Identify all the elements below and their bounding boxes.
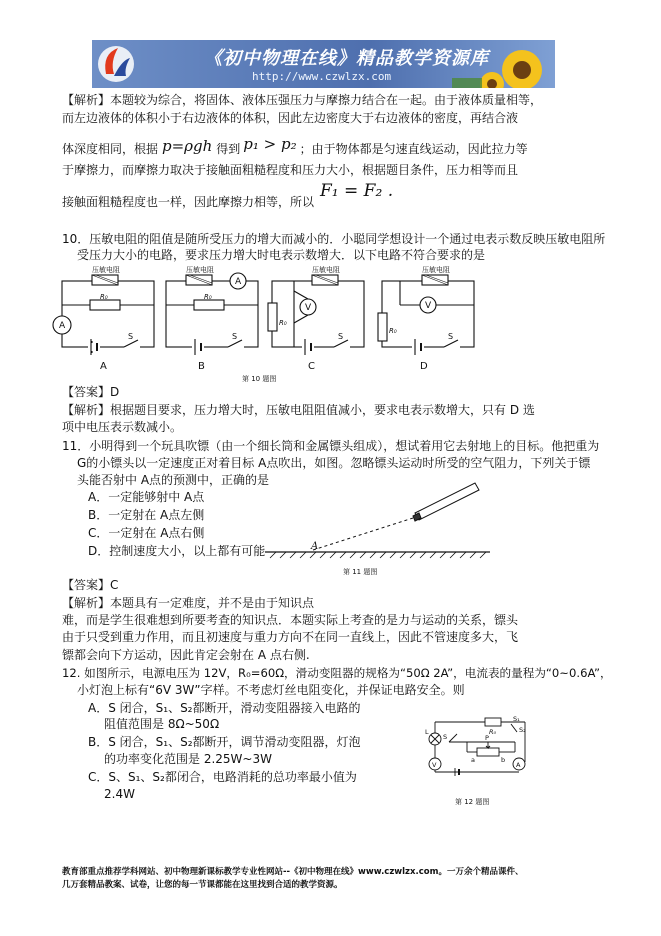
switch-label-b: S: [232, 332, 238, 341]
q10-caption: 第 10 题图: [242, 375, 277, 383]
option-label-a: A: [100, 361, 107, 372]
q11-option-d: D．控制速度大小，以上都有可能: [88, 544, 266, 558]
q11-option-a: A．一定能够射中 A点: [88, 490, 205, 504]
option-label-b: B: [198, 361, 205, 372]
meter-label-a: A: [59, 321, 66, 331]
q12-option-b-2: 的功率变化范围是 2.25W~3W: [104, 752, 272, 766]
q9-text-d: 接触面粗糙程度也一样，因此摩擦力相等，所以: [62, 195, 315, 209]
q12-option-b-1: B．S 闭合，S₁、S₂都断开，调节滑动变阻器，灯泡: [88, 735, 361, 749]
q11-option-c: C．一定射在 A点右侧: [88, 526, 205, 540]
q11-analysis-1: 【解析】本题具有一定难度，并不是由于知识点: [62, 596, 315, 610]
q9-line-1: 【解析】本题较为综合，将固体、液体压强压力与摩擦力结合在一起。由于液体质量相等，: [62, 93, 543, 107]
resistor-label-d: R₀: [389, 327, 397, 335]
site-logo: [98, 46, 134, 82]
switch-label-a: S: [128, 332, 134, 341]
formula-compare: p₁ > p₂: [243, 135, 297, 153]
footer-line-1: 教育部重点推荐学科网站、初中物理新课标教学专业性网站--《初中物理在线》www.czwlzx.com。一万余个精品课件、: [62, 867, 524, 877]
rheostat: [477, 748, 499, 756]
q12-label-l: L: [425, 728, 429, 736]
sensor-label-a: 压敏电阻: [92, 266, 120, 274]
header-banner: [92, 40, 555, 88]
q11-line-2: G的小镖头以一定速度正对着目标 A点吹出，如图。忽略镖头运动时所受的空气阻力，下列关于镖: [77, 456, 591, 470]
q11-option-b: B．一定射在 A点左侧: [88, 508, 205, 522]
q12-label-b-end: b: [501, 756, 506, 764]
q9-text-c: ；由于物体都是匀速直线运动，因此拉力等: [299, 142, 528, 156]
q9-text-b: 得到: [216, 142, 241, 156]
q9-line-3: [62, 135, 528, 156]
q9-line-4: 于摩擦力，而摩擦力取决于接触面粗糙程度和压力大小，根据题目条件，压力相等而且: [62, 163, 519, 177]
q12-figure: [425, 712, 535, 812]
banner-url[interactable]: http://www.czwlzx.com: [252, 70, 392, 83]
q10-line-2: 受压力大小的电路，要求压力增大时电表示数增大．以下电路不符合要求的是: [77, 248, 486, 262]
meter-label-c: V: [305, 303, 312, 313]
resistor-label-c: R₀: [279, 319, 287, 327]
q9-line-2: 而左边液体的体积小于右边液体的体积，因此左边密度大于右边液体的密度，再结合液: [62, 111, 519, 125]
q12-label-v: V: [432, 761, 437, 769]
q12-option-a-2: 阻值范围是 8Ω~50Ω: [104, 717, 220, 731]
q10-answer: 【答案】D: [62, 385, 120, 399]
switch-label-c: S: [338, 332, 344, 341]
meter-label-b: A: [235, 277, 242, 287]
option-label-c: C: [308, 361, 315, 372]
q11-answer: 【答案】C: [62, 578, 119, 592]
q12-label-p: P: [485, 734, 489, 742]
q12-label-s1: S₁: [513, 715, 520, 723]
circuit-c: [268, 275, 364, 355]
q10-analysis-2: 项中电压表示数减小。: [62, 420, 183, 434]
q10-figure: [50, 263, 530, 383]
q11-line-1: 11．小明得到一个玩具吹镖（由一个细长筒和金属镖头组成），想试着用它去射地上的目标。他把重为: [62, 439, 600, 453]
q12-caption: 第 12 题图: [455, 798, 490, 806]
aim-line: [313, 518, 413, 550]
blowpipe-icon: [413, 483, 479, 521]
circuit-d: [378, 275, 474, 355]
q12-label-s: S: [443, 733, 448, 741]
resistor-label-b: R₀: [204, 293, 212, 301]
ground-hatch: [270, 552, 486, 558]
q10-analysis-1: 【解析】根据题目要求，压力增大时，压敏电阻阻值减小，要求电表示数增大，只有 D 选: [62, 403, 535, 417]
sensor-label-d: 压敏电阻: [422, 266, 450, 274]
q12-option-c-2: 2.4W: [104, 787, 135, 801]
q12-label-r0: R₀: [489, 728, 497, 736]
q11-figure: [265, 478, 495, 580]
formula-pressure: p=ρgh: [162, 137, 213, 155]
option-label-d: D: [420, 361, 428, 372]
q12-option-a-1: A．S 闭合，S₁、S₂都断开，滑动变阻器接入电路的: [88, 701, 361, 715]
r0-resistor: [485, 718, 501, 726]
target-point-label: A: [311, 541, 319, 552]
q12-label-s2: S₂: [519, 726, 526, 734]
q12-line-1: 12. 如图所示，电源电压为 12V，R₀=60Ω，滑动变阻器的规格为“50Ω 2A”，电流表的量程为“0~0.6A”，: [62, 666, 612, 680]
q12-label-a: A: [516, 761, 521, 769]
q9-text-a: 体深度相同，根据: [62, 142, 159, 156]
q12-line-2: 小灯泡上标有“6V 3W”字样。不考虑灯丝电阻变化，并保证电路安全。则: [77, 683, 465, 697]
resistor-label-a: R₀: [100, 293, 108, 301]
q11-analysis-2: 难，而是学生很难想到所要考查的知识点．本题实际上考查的是力与运动的关系，镖头: [62, 613, 519, 627]
q11-caption: 第 11 题图: [343, 568, 378, 576]
sensor-label-c: 压敏电阻: [312, 266, 340, 274]
banner-title: 《初中物理在线》精品教学资源库: [204, 48, 489, 69]
formula-force: F₁ = F₂ .: [320, 181, 394, 201]
sensor-label-b: 压敏电阻: [186, 266, 214, 274]
q11-line-3: 头能否射中 A点的预测中，正确的是: [77, 473, 270, 487]
q12-label-a-end: a: [471, 756, 475, 764]
circuit-b: [166, 273, 258, 355]
q10-line-1: 10．压敏电阻的阻值是随所受压力的增大而减小的．小聪同学想设计一个通过电表示数反映压敏电阻所: [62, 232, 606, 246]
switch-label-d: S: [448, 332, 454, 341]
q9-line-5: [62, 181, 394, 209]
circuit-a: [53, 275, 154, 355]
q11-analysis-4: 镖都会向下方运动，因此肯定会射在 A 点右侧.: [62, 648, 310, 662]
meter-label-d: V: [425, 301, 432, 311]
footer-line-2: 几万套精品教案、试卷，让您的每一节课都能在这里找到合适的教学资源。: [62, 880, 343, 890]
q11-analysis-3: 由于只受到重力作用，而且初速度与重力方向不在同一直线上，因此不管速度多大，飞: [62, 630, 519, 644]
q12-option-c-1: C．S、S₁、S₂都闭合，电路消耗的总功率最小值为: [88, 770, 357, 784]
